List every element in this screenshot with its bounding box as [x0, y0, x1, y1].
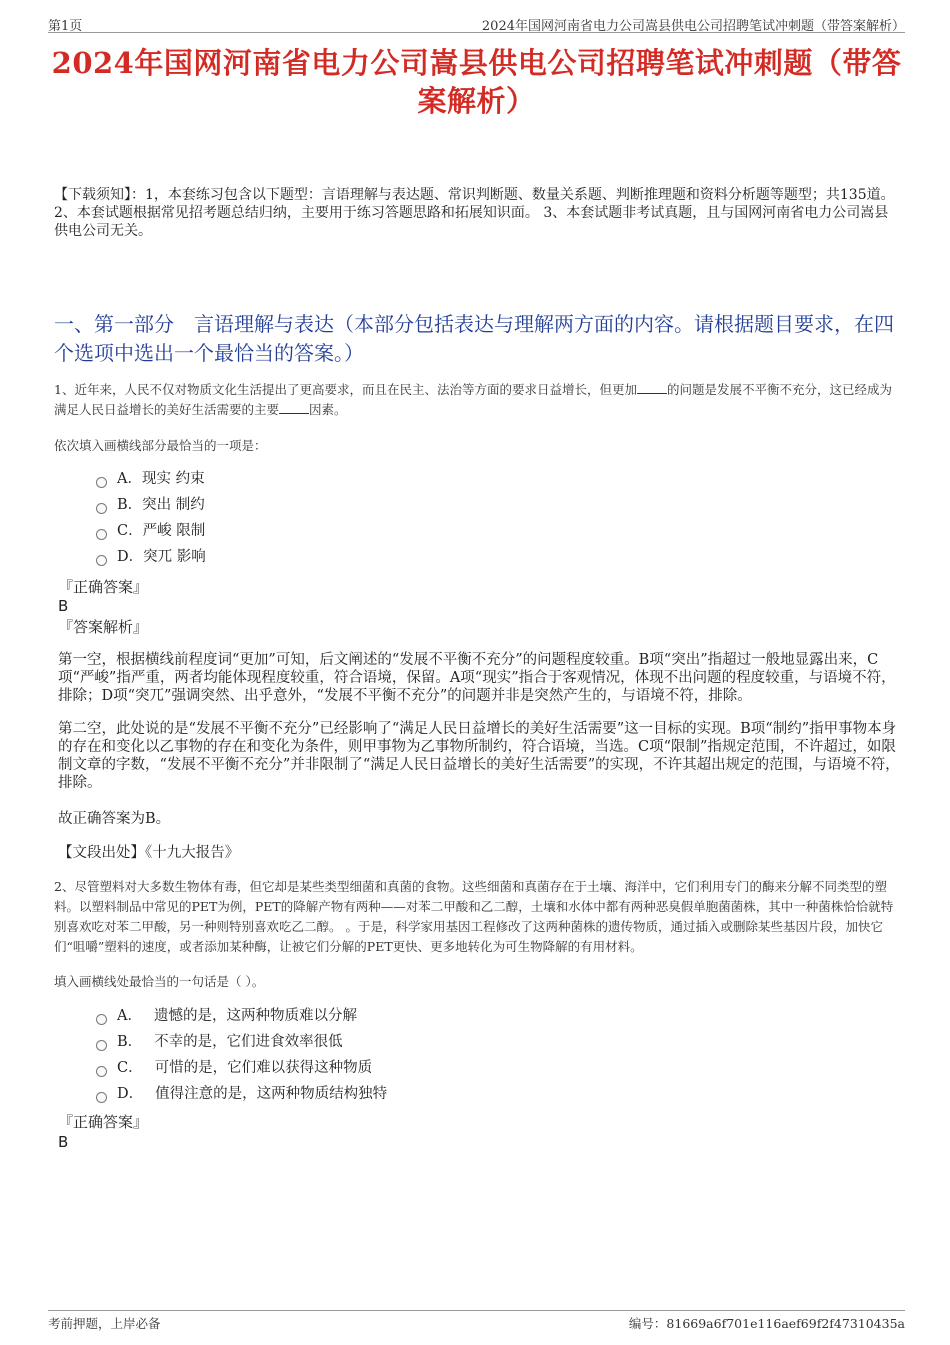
option-letter: B． [117, 1034, 143, 1050]
q1-stem-part-a: 1、近年来，人民不仅对物质文化生活提出了更高要求，而且在民主、法治等方面的要求日益增长，但更加 [54, 382, 637, 397]
option-letter: A． [117, 1008, 142, 1024]
option-letter: D． [117, 549, 144, 565]
q2-answer: B [58, 1133, 69, 1151]
q1-answer: B [58, 597, 69, 615]
radio-button[interactable] [96, 1066, 107, 1077]
q1-answer-label: 『正确答案』 [58, 578, 149, 596]
q1-analysis-label: 『答案解析』 [58, 618, 149, 636]
radio-button[interactable] [96, 1092, 107, 1103]
q2-option-a[interactable] [96, 1003, 387, 1029]
option-text: 突出 制约 [142, 497, 205, 513]
question-1-stem [54, 380, 900, 420]
fill-blank [637, 381, 667, 394]
option-text: 值得注意的是，这两种物质结构独特 [155, 1086, 388, 1102]
q1-option-c[interactable] [96, 518, 206, 544]
option-text: 严峻 限制 [142, 523, 206, 539]
q1-option-d[interactable] [96, 544, 206, 570]
option-text: 可惜的是，它们难以获得这种物质 [154, 1060, 373, 1076]
q1-stem-part-b: 的问题是发展不平衡不充分，这已经成为满足人民日益增长的美好生活需要的主要 [54, 382, 892, 417]
section-heading: 一、第一部分 言语理解与表达（本部分包括表达与理解两方面的内容。请根据题目要求，在四个选项中选出一个最恰当的答案。） [54, 312, 894, 365]
page-header [48, 12, 905, 32]
question-1-options [96, 466, 206, 570]
question-2-prompt: 填入画横线处最恰当的一句话是（ ）。 [54, 974, 265, 989]
q2-answer-label: 『正确答案』 [58, 1113, 149, 1131]
option-letter: C． [117, 1060, 143, 1076]
option-letter: C． [117, 523, 143, 539]
option-text: 突兀 影响 [143, 549, 206, 565]
question-1-prompt: 依次填入画横线部分最恰当的一项是： [54, 438, 267, 453]
radio-button[interactable] [96, 529, 107, 540]
q1-analysis-paragraph-2: 第二空，此处说的是“发展不平衡不充分”已经影响了“满足人民日益增长的美好生活需要”这一目标的实现。B项“制约”指甲事物本身的存在和变化以乙事物的存在和变化为条件，则甲事物为乙事物所制约，符合语境，当选。C项“限制”指规定范围，不许超过，如限制文章的字数，“发展不平衡不充分”并非限制了“满足人民日益增长的美好生活需要”的实现，不许其超出规定的范围，与语境不符，排除。 [58, 721, 900, 791]
option-letter: A． [117, 471, 142, 487]
option-letter: B． [117, 497, 143, 513]
option-letter: D． [117, 1086, 144, 1102]
q1-option-a[interactable] [96, 466, 206, 492]
page-number: 第1页 [48, 19, 83, 34]
q2-option-b[interactable] [96, 1029, 387, 1055]
radio-button[interactable] [96, 503, 107, 514]
q1-conclusion: 故正确答案为B。 [58, 811, 171, 827]
document-title: 2024年国网河南省电力公司嵩县供电公司招聘笔试冲刺题（带答案解析） [51, 46, 902, 118]
header-doc-title: 2024年国网河南省电力公司嵩县供电公司招聘笔试冲刺题（带答案解析） [481, 19, 905, 34]
header-divider [48, 32, 905, 33]
q2-option-c[interactable] [96, 1055, 387, 1081]
question-2-stem: 2、尽管塑料对大多数生物体有毒，但它却是某些类型细菌和真菌的食物。这些细菌和真菌存在于土壤、海洋中，它们利用专门的酶来分解不同类型的塑料。以塑料制品中常见的PET为例，PET的降解产物有两种——对苯二甲酸和乙二醇，土壤和水体中都有两种恶臭假单胞菌菌株，其中一种菌株恰恰就特别喜欢吃对苯二甲酸，另一种则特别喜欢吃乙二醇。 。于是，科学家用基因工程修改了这两种菌株的遗传物质，通过插入或删除某些基因片段，加快它们“咀嚼”塑料的速度，或者添加某种酶，让被它们分解的PET更快、更多地转化为可生物降解的有用材料。 [54, 879, 894, 954]
footer-slogan: 考前押题，上岸必备 [48, 1316, 161, 1331]
radio-button[interactable] [96, 555, 107, 566]
footer-serial: 编号：81669a6f701e116aef69f2f47310435a [628, 1316, 905, 1331]
fill-blank [279, 401, 309, 414]
q1-analysis-paragraph-1: 第一空，根据横线前程度词“更加”可知，后文阐述的“发展不平衡不充分”的问题程度较重。B项“突出”指超过一般地显露出来，C项“严峻”指严重，两者均能体现程度较重，符合语境，保留。A项“现实”指合于客观情况，体现不出问题的程度较重，与语境不符，排除；D项“突兀”强调突然、出乎意外，“发展不平衡不充分”的问题并非是突然产生的，与语境不符，排除。 [58, 652, 896, 704]
q1-source: 【文段出处】《十九大报告》 [58, 845, 240, 861]
option-text: 现实 约束 [141, 471, 205, 487]
footer-divider [48, 1310, 905, 1311]
option-text: 遗憾的是，这两种物质难以分解 [153, 1008, 357, 1024]
question-2-options [96, 1003, 387, 1107]
q1-stem-part-c: 因素。 [309, 402, 347, 417]
radio-button[interactable] [96, 1040, 107, 1051]
download-notice: 【下载须知】：1，本套练习包含以下题型：言语理解与表达题、常识判断题、数量关系题、判断推理题和资料分析题等题型；共135道。 2、本套试题根据常见招考题总结归纳，主要用于练习答题思路和拓展知识面。 3、本套试题非考试真题，且与国网河南省电力公司嵩县供电公司无关。 [54, 187, 895, 239]
option-text: 不幸的是，它们进食效率很低 [154, 1034, 343, 1050]
q1-option-b[interactable] [96, 492, 206, 518]
radio-button[interactable] [96, 1014, 107, 1025]
q2-option-d[interactable] [96, 1081, 387, 1107]
radio-button[interactable] [96, 477, 107, 488]
